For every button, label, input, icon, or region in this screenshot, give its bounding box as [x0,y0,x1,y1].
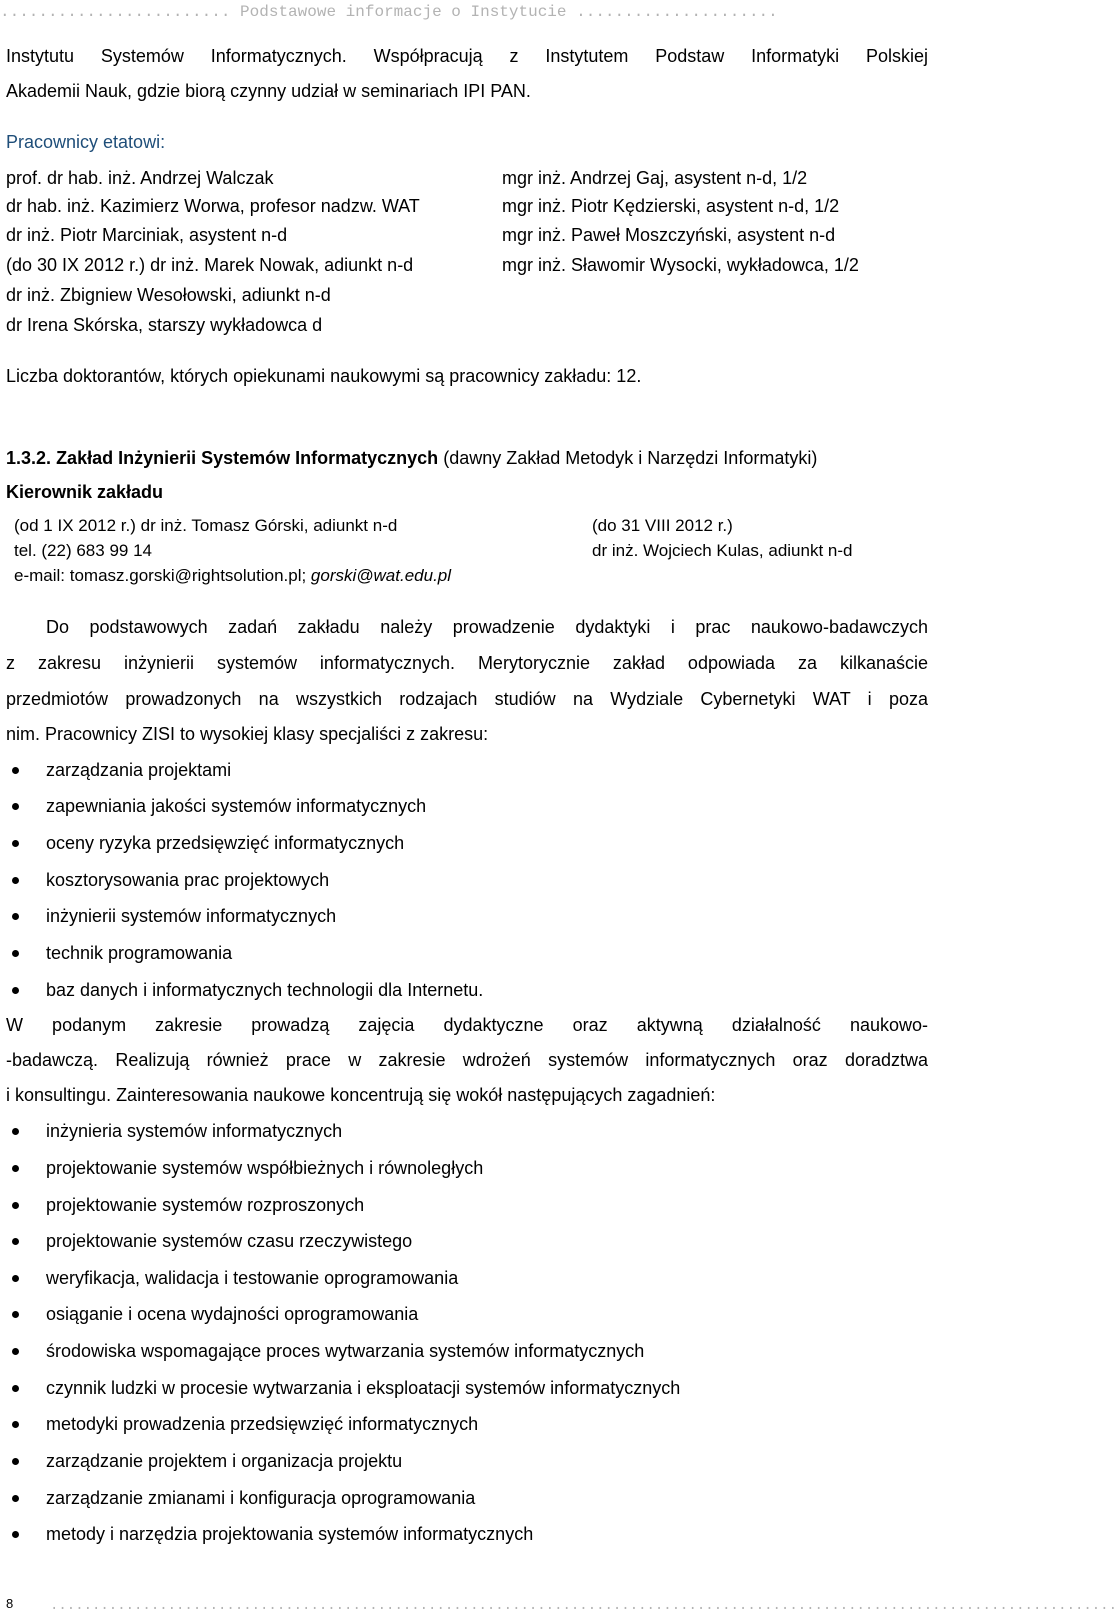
section-number: 1.3.2. [6,448,52,468]
list-item: metodyki prowadzenia przedsięwzięć informatycznych [46,1414,479,1434]
list-item: baz danych i informatycznych technologii dla Internetu. [46,980,484,1000]
bullet-icon [12,1202,19,1209]
bullet-icon [12,1165,19,1172]
head-label: Kierownik zakładu [6,482,164,502]
list-item: zapewniania jakości systemów informatycznych [46,796,427,816]
staff-left-6: dr Irena Skórska, starszy wykładowca d [6,315,323,335]
list-item: metody i narzędzia projektowania systemów informatycznych [46,1524,534,1544]
list-item: oceny ryzyka przedsięwzięć informatycznych [46,833,405,853]
staff-left-4: (do 30 IX 2012 r.) dr inż. Marek Nowak, adiunkt n-d [6,255,414,275]
section-former-name: (dawny Zakład Metodyk i Narzędzi Informatyki) [443,448,818,468]
bullet-icon [12,1495,19,1502]
bullet-icon [12,1128,19,1135]
footer-dots: ............................................................................................................................... [50,1598,1117,1614]
email-prefix: e-mail: tomasz.gorski@rightsolution.pl; [14,566,311,585]
bullet-icon [12,1385,19,1392]
staff-right-3: mgr inż. Paweł Moszczyński, asystent n-d [502,225,836,245]
bullet-icon [12,1238,19,1245]
bullet-icon [12,1275,19,1282]
header-dots-left: ........................ [0,3,231,21]
staff-heading: Pracownicy etatowi: [6,132,166,152]
staff-right-1: mgr inż. Andrzej Gaj, asystent n-d, 1/2 [502,168,808,188]
head-left-2: tel. (22) 683 99 14 [14,541,152,560]
list-item: zarządzanie projektem i organizacja projektu [46,1451,403,1471]
para2-line-3: i konsultingu. Zainteresowania naukowe koncentrują się wokół następujących zagadnień: [6,1085,716,1105]
head-right-1: (do 31 VIII 2012 r.) [592,516,733,535]
staff-right-4: mgr inż. Sławomir Wysocki, wykładowca, 1/2 [502,255,859,275]
head-left-1: (od 1 IX 2012 r.) dr inż. Tomasz Górski, adiunkt n-d [14,516,398,535]
list-item: zarządzania projektami [46,760,232,780]
list-item: technik programowania [46,943,233,963]
staff-left-5: dr inż. Zbigniew Wesołowski, adiunkt n-d [6,285,331,305]
list-item: środowiska wspomagające proces wytwarzania systemów informatycznych [46,1341,645,1361]
section-heading [6,446,817,470]
running-header [0,0,960,24]
intro-line-1: Instytutu Systemów Informatycznych. Współpracują z Instytutem Podstaw Informatyki Polskiej [6,46,928,66]
para2-line-2: -badawczą. Realizują również prace w zakresie wdrożeń systemów informatycznych oraz doradztwa [6,1050,928,1070]
list-item: weryfikacja, walidacja i testowanie oprogramowania [46,1268,459,1288]
list-item: inżynieria systemów informatycznych [46,1121,343,1141]
head-email [14,564,451,588]
bullet-icon [12,1348,19,1355]
para1-line-4: nim. Pracownicy ZISI to wysokiej klasy specjaliści z zakresu: [6,724,489,744]
header-title: Podstawowe informacje o Instytucie [240,3,567,21]
bullet-icon [12,950,19,957]
staff-right-2: mgr inż. Piotr Kędzierski, asystent n-d, 1/2 [502,196,840,216]
bullet-icon [12,803,19,810]
list-item: zarządzanie zmianami i konfiguracja oprogramowania [46,1488,476,1508]
list-item: projektowanie systemów czasu rzeczywistego [46,1231,413,1251]
intro-line-2: Akademii Nauk, gdzie biorą czynny udział w seminariach IPI PAN. [6,81,531,101]
doctoral-count: Liczba doktorantów, których opiekunami naukowymi są pracownicy zakładu: 12. [6,366,642,386]
list-item: projektowanie systemów rozproszonych [46,1195,365,1215]
list-item: projektowanie systemów współbieżnych i równoległych [46,1158,484,1178]
list-item: czynnik ludzki w procesie wytwarzania i eksploatacji systemów informatycznych [46,1378,681,1398]
staff-left-1: prof. dr hab. inż. Andrzej Walczak [6,168,274,188]
bullet-icon [12,1531,19,1538]
para1-line-1: Do podstawowych zadań zakładu należy prowadzenie dydaktyki i prac naukowo-badawczych [46,617,928,637]
para1-line-3: przedmiotów prowadzonych na wszystkich rodzajach studiów na Wydziale Cybernetyki WAT i poza [6,689,928,709]
bullet-icon [12,987,19,994]
staff-left-2: dr hab. inż. Kazimierz Worwa, profesor nadzw. WAT [6,196,420,216]
list-item: kosztorysowania prac projektowych [46,870,330,890]
bullet-icon [12,1458,19,1465]
bullet-icon [12,767,19,774]
bullet-icon [12,913,19,920]
bullet-icon [12,877,19,884]
list-item: osiąganie i ocena wydajności oprogramowania [46,1304,419,1324]
staff-left-3: dr inż. Piotr Marciniak, asystent n-d [6,225,288,245]
header-dots-right: ..................... [576,3,778,21]
head-right-2: dr inż. Wojciech Kulas, adiunkt n-d [592,541,853,560]
bullet-icon [12,1311,19,1318]
email-wat: gorski@wat.edu.pl [310,566,452,585]
bullet-icon [12,1421,19,1428]
page-number: 8 [6,1596,14,1611]
section-name: Zakład Inżynierii Systemów Informatycznych [56,448,439,468]
bullet-icon [12,840,19,847]
para1-line-2: z zakresu inżynierii systemów informatycznych. Merytorycznie zakład odpowiada za kilkanaście [6,653,928,673]
para2-line-1: W podanym zakresie prowadzą zajęcia dydaktyczne oraz aktywną działalność naukowo- [6,1015,928,1035]
list-item: inżynierii systemów informatycznych [46,906,337,926]
